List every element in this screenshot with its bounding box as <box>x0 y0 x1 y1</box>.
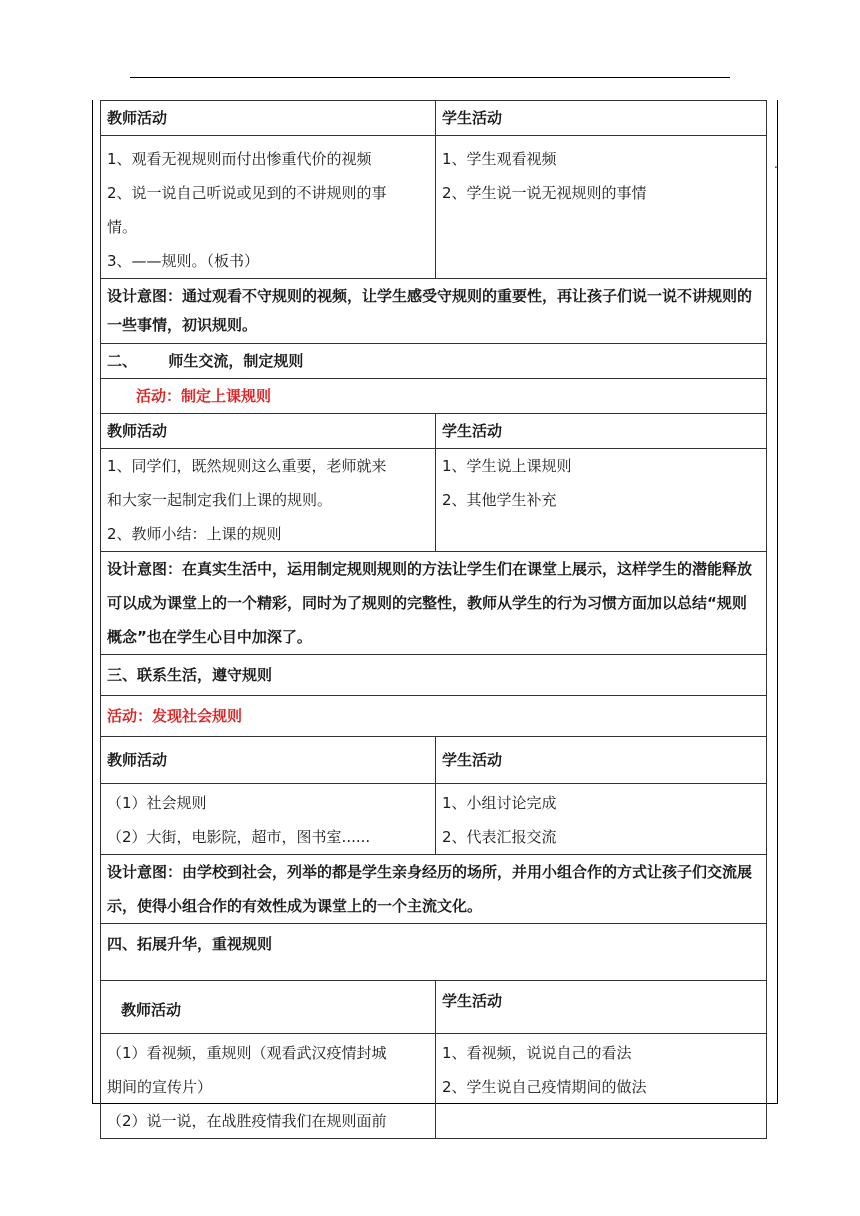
table-row <box>101 924 767 981</box>
table-row <box>101 279 767 344</box>
table-row <box>101 981 767 1034</box>
list-item: 2、代表汇报交流 <box>442 828 557 846</box>
lesson-table <box>100 100 767 1139</box>
margin-dot: . <box>774 157 778 171</box>
list-item: （1）看视频，重规则（观看武汉疫情封城 <box>107 1044 387 1062</box>
table-row <box>101 379 767 414</box>
design-intent: 设计意图：由学校到社会，列举的都是学生亲身经历的场所，并用小组合作的方式让孩子们交流展示，使得小组合作的有效性成为课堂上的一个主流文化。 <box>101 855 767 924</box>
header-rule <box>130 77 730 78</box>
student-activity-cell <box>436 1034 767 1139</box>
teacher-activity-header: 教师活动 <box>101 737 436 784</box>
table-row <box>101 1034 767 1139</box>
design-intent: 设计意图：在真实生活中，运用制定规则规则的方法让学生们在课堂上展示，这样学生的潜能释放可以成为课堂上的一个精彩，同时为了规则的完整性，教师从学生的行为习惯方面加以总结“规则概念”也在学生心目中加深了。 <box>101 552 767 655</box>
list-item: 3、——规则。（板书） <box>107 252 260 270</box>
teacher-activity-header: 教师活动 <box>101 981 436 1034</box>
teacher-activity-header: 教师活动 <box>101 101 436 136</box>
teacher-activity-cell <box>101 136 436 279</box>
student-activity-cell <box>436 136 767 279</box>
list-item: 1、同学们，既然规则这么重要，老师就来 <box>107 457 387 475</box>
list-item: 和大家一起制定我们上课的规则。 <box>107 491 333 509</box>
table-row <box>101 552 767 655</box>
student-activity-header: 学生活动 <box>436 101 767 136</box>
list-item: 2、说一说自己听说或见到的不讲规则的事 <box>107 184 387 202</box>
list-item: 1、学生说上课规则 <box>442 457 572 475</box>
student-activity-header: 学生活动 <box>436 414 767 449</box>
teacher-activity-cell <box>101 784 436 855</box>
list-item: 1、小组讨论完成 <box>442 794 557 812</box>
student-activity-cell <box>436 449 767 552</box>
list-item: （2）大街，电影院，超市，图书室...... <box>107 828 371 846</box>
teacher-activity-cell <box>101 1034 436 1139</box>
student-activity-cell <box>436 784 767 855</box>
table-row <box>101 737 767 784</box>
design-intent: 设计意图：通过观看不守规则的视频，让学生感受守规则的重要性，再让孩子们说一说不讲规则的一些事情，初识规则。 <box>101 279 767 344</box>
section-title: 三、联系生活，遵守规则 <box>101 655 767 696</box>
list-item: 2、学生说自己疫情期间的做法 <box>442 1078 647 1096</box>
list-item: （1）社会规则 <box>107 794 207 812</box>
lesson-plan-document <box>100 100 770 1139</box>
table-row <box>101 855 767 924</box>
table-row <box>101 414 767 449</box>
table-row <box>101 344 767 379</box>
teacher-activity-header: 教师活动 <box>101 414 436 449</box>
student-activity-header: 学生活动 <box>436 981 767 1034</box>
list-item: 2、其他学生补充 <box>442 491 557 509</box>
student-activity-header: 学生活动 <box>436 737 767 784</box>
section-title: 四、拓展升华，重视规则 <box>101 924 767 981</box>
table-row <box>101 655 767 696</box>
list-item: （2）说一说，在战胜疫情我们在规则面前 <box>107 1112 387 1130</box>
list-item: 1、观看无视规则而付出惨重代价的视频 <box>107 150 372 168</box>
list-item: 2、学生说一说无视规则的事情 <box>442 184 647 202</box>
table-row <box>101 696 767 737</box>
page-frame-left <box>92 100 93 1104</box>
list-item: 情。 <box>107 218 138 236</box>
table-row <box>101 784 767 855</box>
list-item: 期间的宣传片） <box>107 1078 213 1096</box>
page-frame-right <box>777 100 778 1104</box>
list-item: 1、学生观看视频 <box>442 150 557 168</box>
teacher-activity-cell <box>101 449 436 552</box>
activity-title: 活动：制定上课规则 <box>101 379 767 414</box>
table-row <box>101 136 767 279</box>
activity-title: 活动：发现社会规则 <box>101 696 767 737</box>
list-item: 2、教师小结：上课的规则 <box>107 525 282 543</box>
list-item: 1、看视频，说说自己的看法 <box>442 1044 632 1062</box>
table-row <box>101 101 767 136</box>
table-row <box>101 449 767 552</box>
section-title: 二、 师生交流，制定规则 <box>101 344 767 379</box>
